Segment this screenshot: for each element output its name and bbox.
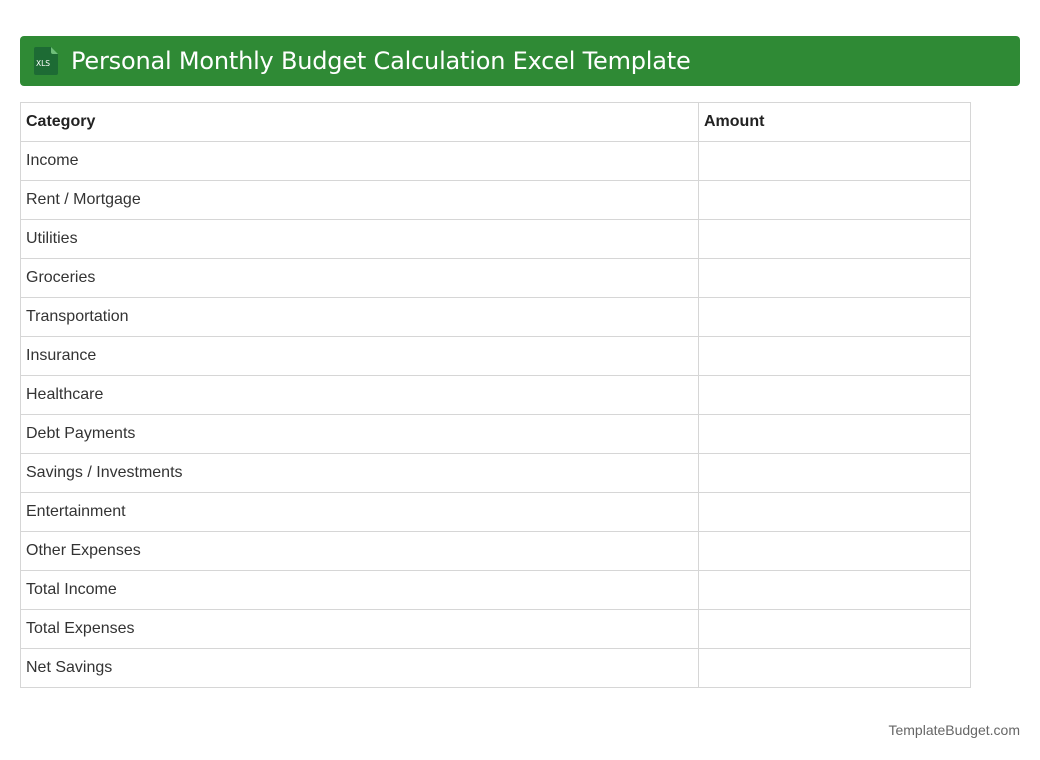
table-row bbox=[21, 532, 971, 571]
xls-file-icon bbox=[33, 46, 59, 76]
column-header-category: Category bbox=[21, 103, 699, 142]
category-cell: Groceries bbox=[21, 259, 699, 298]
amount-cell[interactable] bbox=[699, 571, 971, 610]
table-row bbox=[21, 493, 971, 532]
category-cell: Net Savings bbox=[21, 649, 699, 688]
category-cell: Total Income bbox=[21, 571, 699, 610]
category-cell: Income bbox=[21, 142, 699, 181]
category-cell: Utilities bbox=[21, 220, 699, 259]
category-cell: Debt Payments bbox=[21, 415, 699, 454]
amount-cell[interactable] bbox=[699, 415, 971, 454]
category-cell: Transportation bbox=[21, 298, 699, 337]
table-row bbox=[21, 298, 971, 337]
table-row bbox=[21, 649, 971, 688]
amount-cell[interactable] bbox=[699, 142, 971, 181]
amount-cell[interactable] bbox=[699, 649, 971, 688]
amount-cell[interactable] bbox=[699, 181, 971, 220]
amount-cell[interactable] bbox=[699, 454, 971, 493]
table-row bbox=[21, 454, 971, 493]
amount-cell[interactable] bbox=[699, 532, 971, 571]
category-cell: Rent / Mortgage bbox=[21, 181, 699, 220]
table-row bbox=[21, 259, 971, 298]
category-cell: Total Expenses bbox=[21, 610, 699, 649]
table-row bbox=[21, 142, 971, 181]
budget-table bbox=[20, 102, 971, 688]
amount-cell[interactable] bbox=[699, 610, 971, 649]
table-header-row bbox=[21, 103, 971, 142]
category-cell: Insurance bbox=[21, 337, 699, 376]
category-cell: Entertainment bbox=[21, 493, 699, 532]
category-cell: Other Expenses bbox=[21, 532, 699, 571]
table-row bbox=[21, 610, 971, 649]
category-cell: Savings / Investments bbox=[21, 454, 699, 493]
footer-brand: TemplateBudget.com bbox=[888, 722, 1020, 738]
xls-icon-label: XLS bbox=[35, 59, 51, 68]
table-row bbox=[21, 220, 971, 259]
column-header-amount: Amount bbox=[699, 103, 971, 142]
amount-cell[interactable] bbox=[699, 493, 971, 532]
table-row bbox=[21, 571, 971, 610]
table-row bbox=[21, 181, 971, 220]
amount-cell[interactable] bbox=[699, 298, 971, 337]
table-row bbox=[21, 376, 971, 415]
table-row bbox=[21, 415, 971, 454]
amount-cell[interactable] bbox=[699, 376, 971, 415]
title-banner bbox=[20, 36, 1020, 86]
page-title: Personal Monthly Budget Calculation Excel Template bbox=[71, 47, 691, 75]
amount-cell[interactable] bbox=[699, 259, 971, 298]
amount-cell[interactable] bbox=[699, 337, 971, 376]
category-cell: Healthcare bbox=[21, 376, 699, 415]
amount-cell[interactable] bbox=[699, 220, 971, 259]
table-row bbox=[21, 337, 971, 376]
